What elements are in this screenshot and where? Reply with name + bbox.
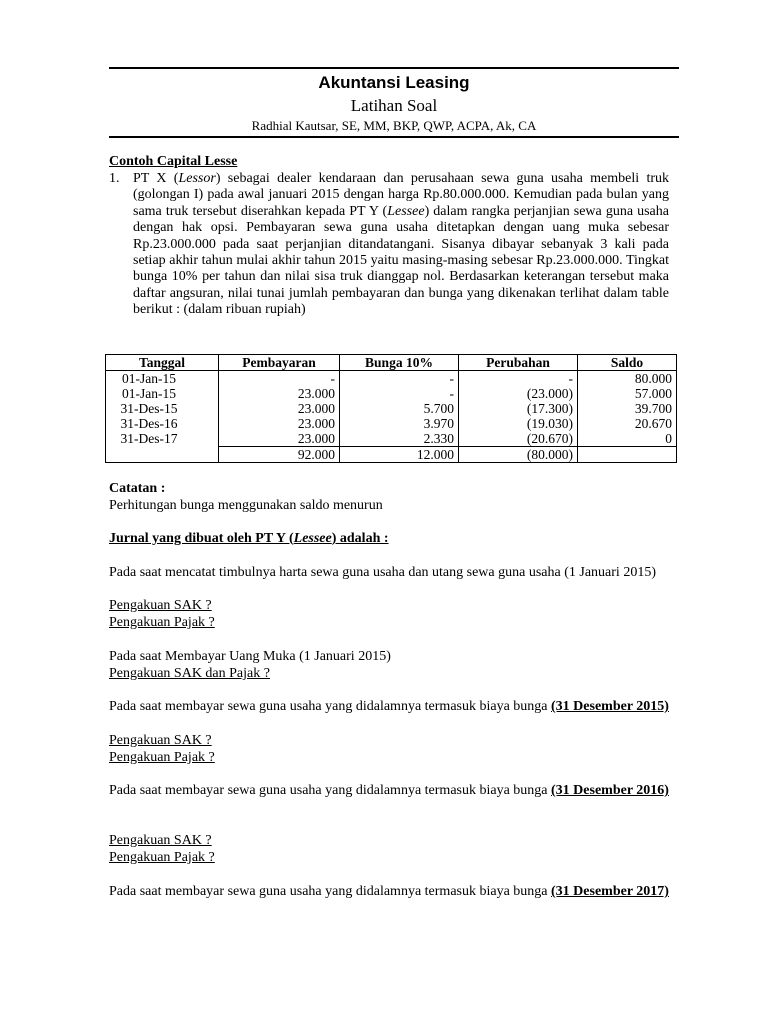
cell-bunga: 5.700 bbox=[340, 401, 459, 416]
catatan-title: Catatan : bbox=[109, 481, 166, 496]
question-3-body: Pada saat membayar sewa guna usaha yang didalamnya termasuk biaya bunga bbox=[109, 699, 548, 714]
table-header-row bbox=[106, 355, 677, 371]
catatan-text: Perhitungan bunga menggunakan saldo menurun bbox=[109, 498, 383, 513]
cell-pembayaran: 23.000 bbox=[219, 431, 340, 447]
question-5-body: Pada saat membayar sewa guna usaha yang didalamnya termasuk biaya bunga bbox=[109, 884, 548, 899]
document-title: Akuntansi Leasing bbox=[318, 73, 470, 92]
question-2-sak-pajak: Pengakuan SAK dan Pajak ? bbox=[109, 666, 270, 681]
document-author: Radhial Kautsar, SE, MM, BKP, QWP, ACPA, Ak, CA bbox=[251, 118, 537, 133]
question-4-sak: Pengakuan SAK ? bbox=[109, 833, 212, 848]
table-row bbox=[106, 401, 677, 416]
question-4-text bbox=[109, 783, 669, 799]
jurnal-title bbox=[109, 531, 669, 547]
question-1-sak: Pengakuan SAK ? bbox=[109, 598, 212, 613]
cell-pembayaran: - bbox=[219, 371, 340, 387]
list-item-number: 1. bbox=[109, 171, 120, 186]
case-text-lessor: Lessor bbox=[178, 171, 216, 186]
case-description bbox=[133, 171, 669, 319]
question-1-text: Pada saat mencatat timbulnya harta sewa guna usaha dan utang sewa guna usaha (1 Januari 2015) bbox=[109, 565, 656, 580]
cell-bunga: - bbox=[340, 371, 459, 387]
cell-tanggal: 31-Des-16 bbox=[106, 416, 219, 431]
cell-tanggal: 01-Jan-15 bbox=[106, 371, 219, 387]
question-4-date: (31 Desember 2016) bbox=[551, 783, 669, 798]
cell-bunga: 2.330 bbox=[340, 431, 459, 447]
case-text-part-3: ) dalam rangka perjanjian sewa guna usaha dengan hak opsi. Pembayaran sewa guna usaha ditetapkan dengan uang muka sebesar Rp.23.000.000 pada saat perjanjian ditandatangani. Sisanya dibayar sebanyak 3 kali pada setiap akhir tahun mulai akhir tahun 2015 yaitu masing-masing sebesar Rp.23.000.000. Tingkat bunga 10% per tahun dan nilai sisa truk dianggap nol. Berdasarkan keterangan tersebut maka daftar angsuran, nilai tunai jumlah pembayaran dan bunga yang dikenakan terlihat dalam table berikut : (dalam ribuan rupiah) bbox=[133, 203, 669, 318]
installment-table bbox=[105, 354, 677, 463]
section-title-capital-lesse: Contoh Capital Lesse bbox=[109, 154, 238, 169]
cell-pembayaran: 23.000 bbox=[219, 416, 340, 431]
question-5-text bbox=[109, 884, 669, 900]
cell-saldo: 0 bbox=[578, 431, 677, 447]
jurnal-title-part-2: ) adalah : bbox=[331, 531, 389, 546]
cell-saldo: 57.000 bbox=[578, 386, 677, 401]
total-cell-empty bbox=[578, 447, 677, 463]
table-total-row bbox=[106, 447, 677, 463]
table-row bbox=[106, 416, 677, 431]
case-text-part-1: PT X ( bbox=[133, 171, 179, 186]
case-text-lessee: Lessee bbox=[387, 203, 425, 219]
cell-tanggal: 01-Jan-15 bbox=[106, 386, 219, 401]
cell-tanggal: 31-Des-15 bbox=[106, 401, 219, 416]
jurnal-title-lessee: Lessee bbox=[293, 531, 332, 546]
cell-perubahan: (20.670) bbox=[459, 431, 578, 447]
document-subtitle: Latihan Soal bbox=[350, 96, 438, 115]
question-3-text bbox=[109, 699, 669, 715]
cell-saldo: 20.670 bbox=[578, 416, 677, 431]
header-bottom-rule bbox=[109, 136, 679, 138]
cell-bunga: 3.970 bbox=[340, 416, 459, 431]
col-header-perubahan: Perubahan bbox=[459, 355, 578, 371]
jurnal-title-part-1: Jurnal yang dibuat oleh PT Y ( bbox=[109, 531, 294, 546]
col-header-pembayaran: Pembayaran bbox=[219, 355, 340, 371]
table-row bbox=[106, 431, 677, 447]
question-1-pajak: Pengakuan Pajak ? bbox=[109, 615, 215, 630]
total-pembayaran: 92.000 bbox=[219, 447, 340, 463]
question-5-date: (31 Desember 2017) bbox=[551, 884, 669, 899]
total-perubahan: (80.000) bbox=[459, 447, 578, 463]
top-rule bbox=[109, 67, 679, 69]
question-4-body: Pada saat membayar sewa guna usaha yang didalamnya termasuk biaya bunga bbox=[109, 783, 548, 798]
col-header-bunga: Bunga 10% bbox=[340, 355, 459, 371]
table-row bbox=[106, 371, 677, 387]
case-text-part-2: ) sebagai dealer kendaraan dan perusahaan sewa guna usaha membeli truk (golongan I) pada awal januari 2015 dengan harga Rp.80.000.000. Kemudian pada bulan yang sama truk tersebut diserahkan kepada PT Y ( bbox=[133, 171, 669, 219]
question-3-pajak: Pengakuan Pajak ? bbox=[109, 750, 215, 765]
question-4-pajak: Pengakuan Pajak ? bbox=[109, 850, 215, 865]
question-3-date: (31 Desember 2015) bbox=[551, 699, 669, 714]
cell-saldo: 80.000 bbox=[578, 371, 677, 387]
cell-pembayaran: 23.000 bbox=[219, 386, 340, 401]
cell-perubahan: (17.300) bbox=[459, 401, 578, 416]
cell-bunga: - bbox=[340, 386, 459, 401]
list-item-1 bbox=[109, 171, 669, 319]
total-bunga: 12.000 bbox=[340, 447, 459, 463]
cell-pembayaran: 23.000 bbox=[219, 401, 340, 416]
cell-tanggal: 31-Des-17 bbox=[106, 431, 219, 447]
cell-perubahan: - bbox=[459, 371, 578, 387]
cell-saldo: 39.700 bbox=[578, 401, 677, 416]
question-2-text: Pada saat Membayar Uang Muka (1 Januari 2015) bbox=[109, 649, 391, 664]
table-row bbox=[106, 386, 677, 401]
cell-perubahan: (23.000) bbox=[459, 386, 578, 401]
col-header-saldo: Saldo bbox=[578, 355, 677, 371]
question-3-sak: Pengakuan SAK ? bbox=[109, 733, 212, 748]
cell-perubahan: (19.030) bbox=[459, 416, 578, 431]
total-cell-empty bbox=[106, 447, 219, 463]
col-header-tanggal: Tanggal bbox=[106, 355, 219, 371]
